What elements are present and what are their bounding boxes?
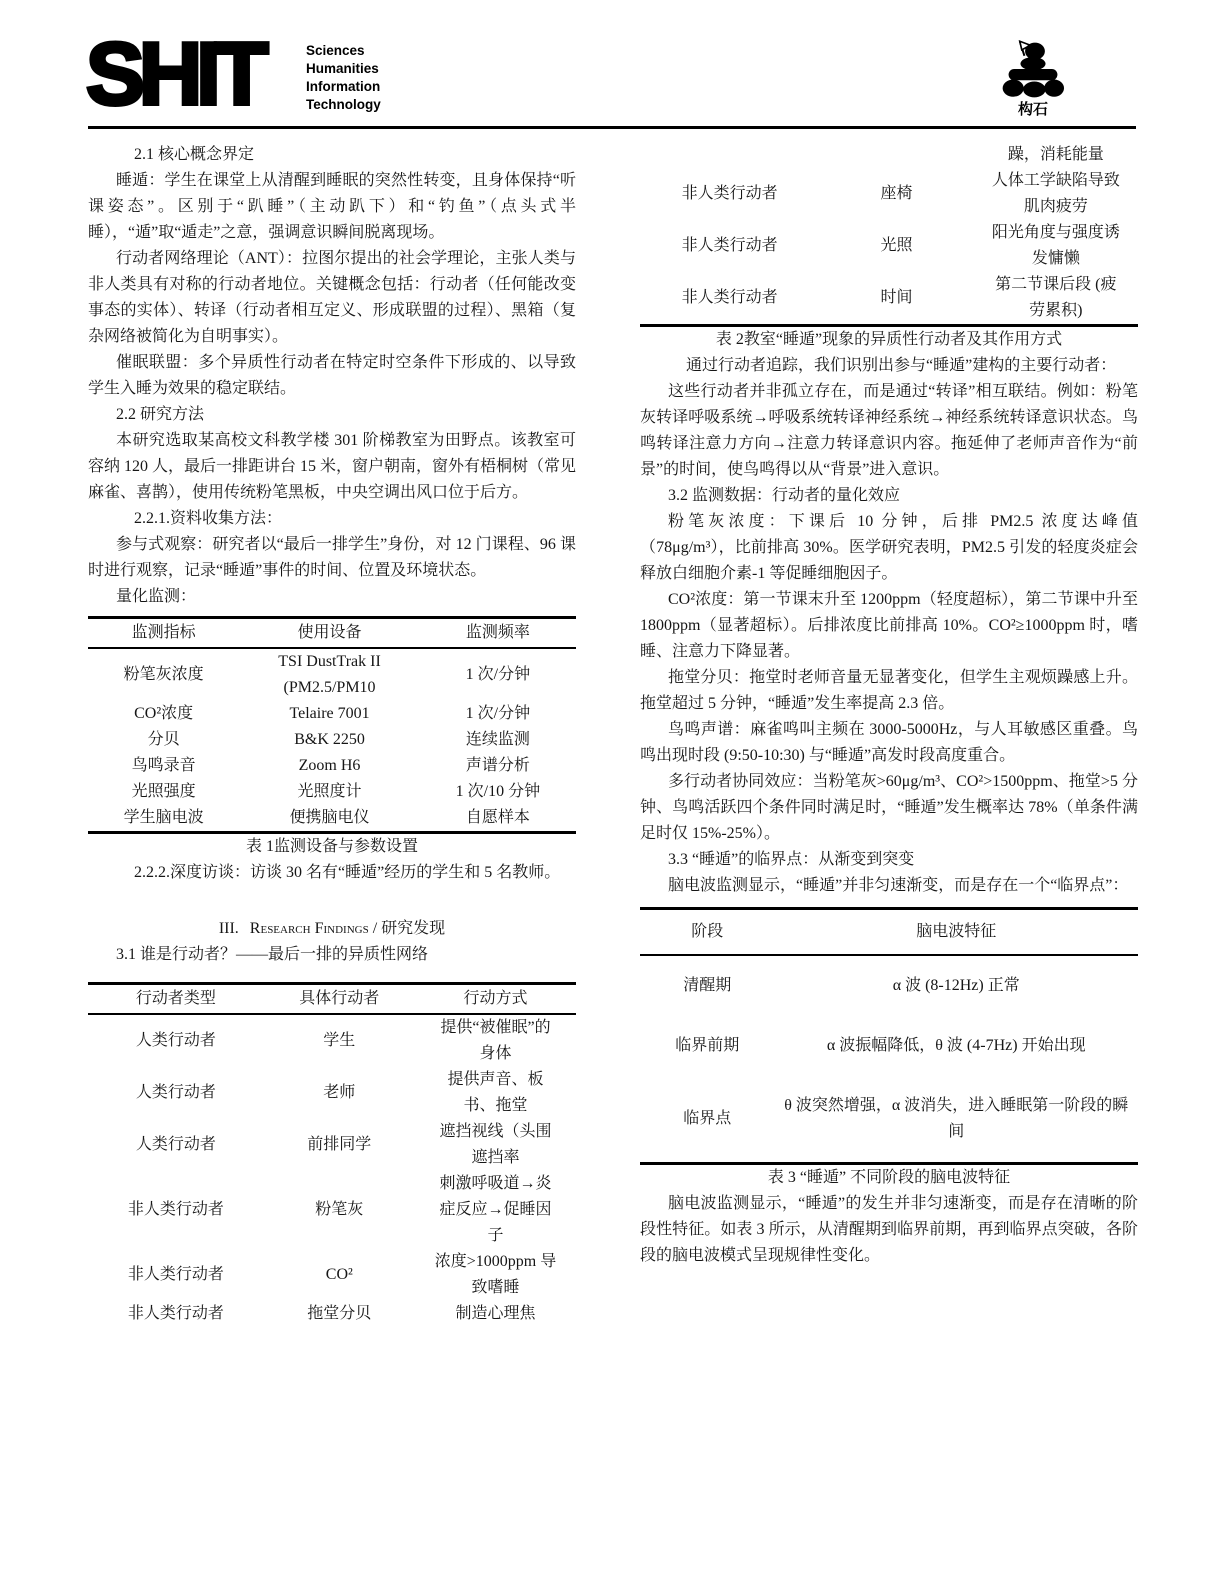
cell-action: 第二节课后段 (疲劳累积) [995,276,1117,319]
cell-actor: 前排同学 [307,1136,372,1153]
heading-2-1: 2.1 核心概念界定 [134,146,255,163]
cell-actor: 时间 [880,289,913,306]
cell-action: 阳光角度与强度诱发慵懒 [991,224,1120,267]
section-title-en: Research Findings [249,920,369,937]
table-2-header-row [88,984,576,1015]
paragraph-field-site: 本研究选取某高校文科教学楼 301 阶梯教室为田野点。该教室可容纳 120 人，最后一排距讲台 15 米，窗户朝南，窗外有梧桐树（常见麻雀、喜鹊），使用传统粉笔黑板，中央空调出风口位于后方。 [88,432,577,501]
table-row [88,1301,576,1327]
table-row [640,168,1138,220]
heading-2-2-1: 2.2.1.资料收集方法： [134,510,283,527]
table-2-header-actor-type: 行动者类型 [88,984,264,1015]
paragraph-co2: CO²浓度：第一节课末升至 1200ppm（轻度超标），第二节课中升至 1800ppm（显著超标）。后排浓度比前排高 10%。CO²≥1000ppm 时，嗜睡、注意力下降显著。 [640,591,1138,660]
right-column [640,142,1138,1269]
paragraph-stage-characteristics: 脑电波监测显示，“睡遁”的发生并非匀速渐变，而是存在清晰的阶段性特征。如表 3 所示，从清醒期到临界前期，再到临界点突破，各阶段的脑电波模式呈现规律性变化。 [640,1195,1138,1264]
table-row [88,805,576,833]
cell-frequency: 自愿样本 [465,809,530,826]
publisher-logo [990,38,1076,118]
table-row [88,1119,576,1171]
section-3-heading [88,916,576,942]
table-row [88,648,576,701]
paragraph-birdsong-spectrum: 鸟鸣声谱：麻雀鸣叫主频在 3000-5000Hz，与人耳敏感区重叠。鸟鸣出现时段 (9:50-10:30) 与“睡遁”高发时段高度重合。 [640,721,1138,764]
journal-name [306,42,381,114]
paragraph-participant-observation: 参与式观察：研究者以“最后一排学生”身份，对 12 门课程、96 课时进行观察，记录“睡遁”事件的时间、位置及环境状态。 [88,536,576,579]
cell-device: TSI DustTrak II (PM2.5/PM10 [278,653,381,696]
paragraph-translation-chains: 这些行动者并非孤立存在，而是通过“转译”相互联结。例如：粉笔灰转译呼吸系统→呼吸系统转译神经系统→神经系统转译意识状态。鸟鸣转译注意力方向→注意力转译意识内容。拖延伸了老师声音作为“前景”的时间，使鸟鸣得以从“背景”进入意识。 [640,383,1138,478]
table-3-header-stage: 阶段 [640,909,774,956]
cell-metric: 分贝 [147,731,180,748]
left-column [88,142,576,1327]
cell-metric: 鸟鸣录音 [131,757,196,774]
table-2-header-action: 行动方式 [415,984,576,1015]
cell-metric: 粉笔灰浓度 [123,666,204,683]
cell-actor: 粉笔灰 [315,1201,364,1218]
cell-metric: 光照强度 [131,783,196,800]
cell-action: 提供“被催眠”的身体 [440,1019,551,1062]
cell-actor: 老师 [323,1084,356,1101]
paragraph-ant-theory: 行动者网络理论（ANT）：拉图尔提出的社会学理论，主张人类与非人类具有对称的行动者地位。关键概念包括：行动者（任何能改变事态的实体）、转译（行动者相互定义、形成联盟的过程）、黑箱（复杂网络被简化为自明事实）。 [88,250,576,345]
cell-brainwave-feature: α 波振幅降低，θ 波 (4-7Hz) 开始出现 [826,1037,1086,1054]
cell-actor-type: 人类行动者 [135,1032,216,1049]
cell-actor [819,142,973,168]
table-row [640,272,1138,326]
cell-actor-type: 非人类行动者 [681,185,778,202]
journal-name-line: Technology [306,97,381,112]
cell-frequency: 1 次/分钟 [465,666,531,683]
paragraph-multi-actor-synergy: 多行动者协同效应：当粉笔灰>60μg/m³、CO²>1500ppm、拖堂>5 分钟、鸟鸣活跃四个条件同时满足时，“睡遁”发生概率达 78%（单条件满足时仅 15%-25%）。 [640,773,1138,842]
stacked-stones-icon [1000,38,1066,100]
publisher-name: 构石 [1017,101,1048,118]
cell-frequency: 1 次/分钟 [465,705,531,722]
cell-frequency: 声谱分析 [465,757,530,774]
paragraph-overtime-decibel: 拖堂分贝：拖堂时老师音量无显著变化，但学生主观烦躁感上升。拖堂超过 5 分钟，“睡遁”发生率提高 2.3 倍。 [640,669,1138,712]
section-number: III. [218,920,239,937]
table-2-actors-right-part [640,142,1138,327]
table-row [640,1076,1138,1164]
cell-actor: 光照 [880,237,913,254]
table-1-caption: 表 1监测设备与参数设置 [245,838,418,855]
table-row [88,1249,576,1301]
cell-actor-type: 非人类行动者 [681,289,778,306]
table-row [640,220,1138,272]
journal-name-line: Sciences [306,43,365,58]
cell-stage: 临界前期 [675,1037,740,1054]
cell-metric: 学生脑电波 [123,809,204,826]
heading-3-3: 3.3 “睡遁”的临界点：从渐变到突变 [668,851,915,868]
cell-actor-type: 非人类行动者 [127,1305,224,1322]
cell-action: 人体工学缺陷导致肌肉疲劳 [991,172,1120,215]
cell-action: 遮挡视线（头围遮挡率 [439,1123,552,1166]
table-1-monitoring-equipment [88,616,576,834]
cell-brainwave-feature: θ 波突然增强，α 波消失，进入睡眠第一阶段的瞬间 [784,1097,1129,1140]
cell-device: 便携脑电仪 [289,809,370,826]
table-row [88,1014,576,1067]
cell-frequency: 连续监测 [465,731,530,748]
cell-actor-type: 非人类行动者 [127,1201,224,1218]
cell-actor-type: 人类行动者 [135,1136,216,1153]
journal-name-line: Information [306,79,381,94]
cell-actor-type [640,142,819,168]
table-1-header-device: 使用设备 [239,618,420,649]
cell-actor-type: 人类行动者 [135,1084,216,1101]
table-row [640,1016,1138,1076]
cell-actor: 学生 [323,1032,356,1049]
heading-3-1: 3.1 谁是行动者？——最后一排的异质性网络 [116,946,429,963]
cell-action: 提供声音、板书、拖堂 [447,1071,544,1114]
header-rule [88,126,1136,129]
section-title-zh: / 研究发现 [372,920,446,937]
table-1-header-frequency: 监测频率 [420,618,576,649]
paragraph-shuidun-definition: 睡遁：学生在课堂上从清醒到睡眠的突然性转变，且身体保持“听课姿态”。区别于“趴睡”（主动趴下）和“钓鱼”（点头式半睡），“遁”取“遁走”之意，强调意识瞬间脱离现场。 [88,172,576,241]
table-row [88,1171,576,1249]
table-1-header-row [88,618,576,649]
cell-action: 躁，消耗能量 [1007,146,1104,163]
cell-device: Telaire 7001 [289,705,370,722]
table-1-header-metric: 监测指标 [88,618,239,649]
table-row [88,1067,576,1119]
cell-action: 制造心理焦 [455,1305,536,1322]
cell-stage: 清醒期 [683,977,732,994]
paragraph-chalk-dust: 粉笔灰浓度：下课后 10 分钟，后排 PM2.5 浓度达峰值（78μg/m³），比前排高 30%。医学研究表明，PM2.5 引发的轻度炎症会释放白细胞介素-1 等促睡细胞因子。 [640,513,1138,582]
paragraph-actor-tracking: 通过行动者追踪，我们识别出参与“睡遁”建构的主要行动者： [686,357,1117,374]
cell-actor: CO² [325,1266,353,1283]
table-2-header-actor: 具体行动者 [264,984,415,1015]
table-3-header-feature: 脑电波特征 [774,909,1138,956]
cell-actor: 拖堂分贝 [307,1305,372,1322]
cell-device: 光照度计 [297,783,362,800]
table-3-caption: 表 3 “睡遁” 不同阶段的脑电波特征 [767,1169,1011,1186]
journal-logo: SHIT [86,24,263,123]
paragraph-interviews: 2.2.2.深度访谈：访谈 30 名有“睡遁”经历的学生和 5 名教师。 [134,864,561,881]
heading-2-2: 2.2 研究方法 [116,406,205,423]
paragraph-hypnosis-alliance: 催眠联盟：多个异质性行动者在特定时空条件下形成的、以导致学生入睡为效果的稳定联结。 [88,354,576,397]
table-row [88,753,576,779]
cell-actor-type: 非人类行动者 [127,1266,224,1283]
table-row [88,779,576,805]
cell-device: B&K 2250 [294,731,365,748]
cell-action: 浓度>1000ppm 导致嗜睡 [434,1253,557,1296]
table-3-header-row [640,909,1138,956]
table-2-caption: 表 2教室“睡遁”现象的异质性行动者及其作用方式 [715,331,1063,348]
table-row [640,955,1138,1016]
table-2-actors-left-part [88,982,576,1327]
paragraph-quantitative-monitoring: 量化监测： [116,588,197,605]
cell-stage: 临界点 [683,1110,732,1127]
table-row [88,701,576,727]
cell-actor: 座椅 [880,185,913,202]
cell-device: Zoom H6 [298,757,361,774]
table-row [640,142,1138,168]
cell-action: 刺激呼吸道→炎症反应→促睡因子 [439,1175,552,1244]
cell-brainwave-feature: α 波 (8-12Hz) 正常 [892,977,1020,994]
cell-metric: CO²浓度 [134,705,194,722]
table-3-brainwave-stages [640,907,1138,1165]
cell-actor-type: 非人类行动者 [681,237,778,254]
heading-3-2: 3.2 监测数据：行动者的量化效应 [668,487,901,504]
table-row [88,727,576,753]
paragraph-tipping-point: 脑电波监测显示，“睡遁”并非匀速渐变，而是存在一个“临界点”： [668,877,1129,894]
cell-frequency: 1 次/10 分钟 [455,783,541,800]
journal-name-line: Humanities [306,61,379,76]
